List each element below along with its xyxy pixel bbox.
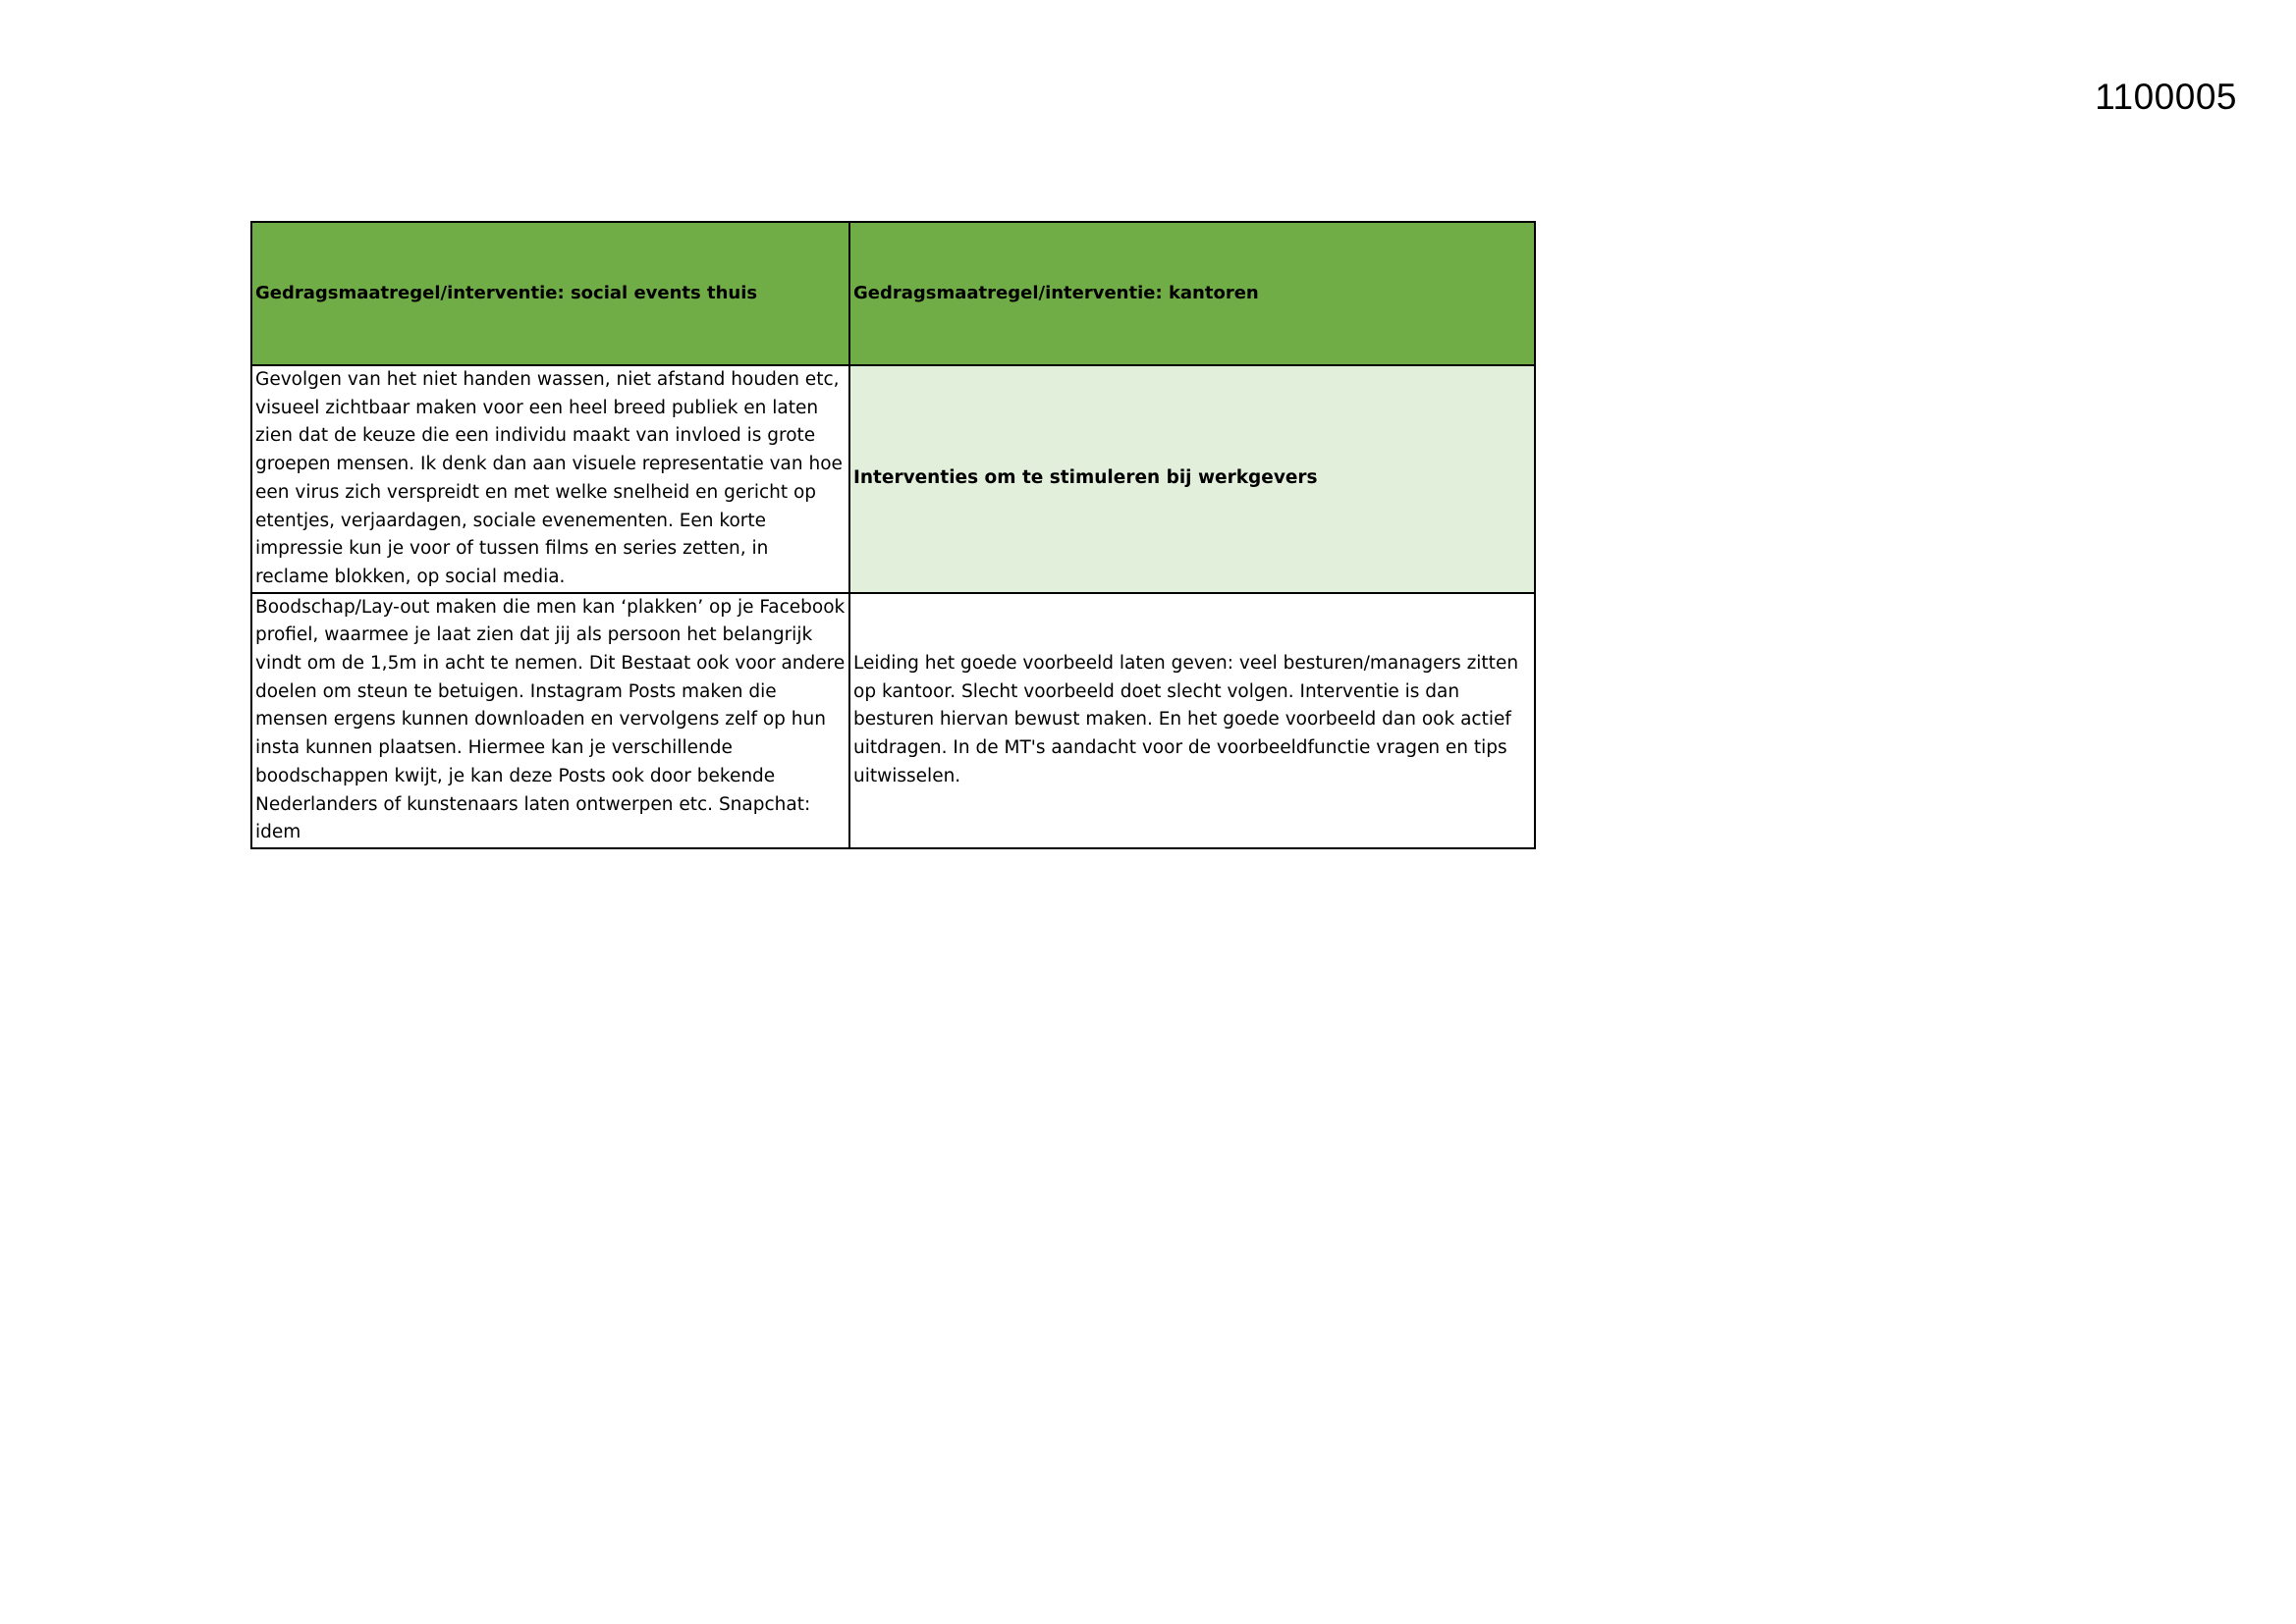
interventions-table — [250, 221, 1536, 849]
table-header-row — [251, 222, 1535, 365]
document-id: 1100005 — [2095, 77, 2237, 117]
table-cell: Gevolgen van het niet handen wassen, niet afstand houden etc, visueel zichtbaar maken voor een heel breed publiek en laten zien dat de keuze die een individu maakt van invloed is grote groepen mensen. Ik denk dan aan visuele representatie van hoe een virus zich verspreidt en met welke snelheid en gericht op etentjes, verjaardagen, sociale evenementen. Een korte impressie kun je voor of tussen films en series zetten, in reclame blokken, op social media. — [251, 365, 849, 593]
table-row — [251, 593, 1535, 848]
table-row — [251, 365, 1535, 593]
table-cell: Boodschap/Lay-out maken die men kan ‘plakken’ op je Facebook profiel, waarmee je laat zien dat jij als persoon het belangrijk vindt om de 1,5m in acht te nemen. Dit Bestaat ook voor andere doelen om steun te betuigen. Instagram Posts maken die mensen ergens kunnen downloaden en vervolgens zelf op hun insta kunnen plaatsen. Hiermee kan je verschillende boodschappen kwijt, je kan deze Posts ook door bekende Nederlanders of kunstenaars laten ontwerpen etc. Snapchat: idem — [251, 593, 849, 848]
column-header-social-events: Gedragsmaatregel/interventie: social events thuis — [251, 222, 849, 365]
column-header-offices: Gedragsmaatregel/interventie: kantoren — [849, 222, 1535, 365]
table-cell: Leiding het goede voorbeeld laten geven: veel besturen/managers zitten op kantoor. Slecht voorbeeld doet slecht volgen. Interventie is dan besturen hiervan bewust maken. En het goede voorbeeld dan ook actief uitdragen. In de MT's aandacht voor de voorbeeldfunctie vragen en tips uitwisselen. — [849, 593, 1535, 848]
table-cell-highlighted: Interventies om te stimuleren bij werkgevers — [849, 365, 1535, 593]
